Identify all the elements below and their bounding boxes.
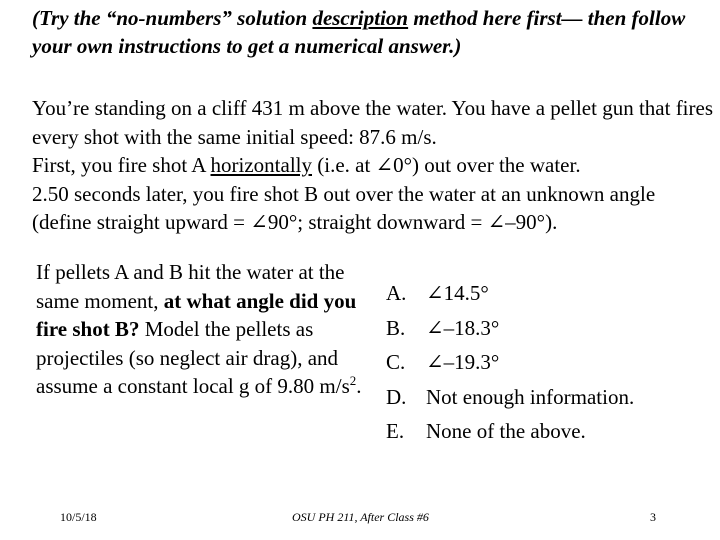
question-text-1: If pellets A and B hit the water at the same moment, — [36, 260, 345, 313]
choice-letter: D. — [386, 384, 407, 409]
footer-date: 10/5/18 — [60, 510, 97, 524]
choice-text: Not enough information. — [426, 384, 635, 409]
intro-text-1: (Try the “no-numbers” solution — [32, 6, 313, 30]
choice-a — [386, 276, 706, 311]
question-end: . — [356, 374, 362, 398]
footer-page-number: 3 — [650, 510, 656, 524]
answer-choices — [386, 276, 706, 449]
choice-text: None of the above. — [426, 419, 586, 443]
choice-b — [386, 311, 706, 346]
choice-text: ∠–18.3° — [426, 315, 500, 340]
problem-line-2-after: (i.e. at ∠0°) out over the water. — [312, 153, 581, 177]
question-text — [36, 258, 366, 401]
intro-underlined-word: description — [312, 6, 409, 30]
choice-letter: C. — [386, 350, 406, 374]
question-text-2: Model the pellets as projectiles (so neglect air drag), and assume a constant local g of 9.80 m/s — [36, 317, 350, 398]
problem-line-1: You’re standing on a cliff 431 m above the water. You have a pellet gun that fires every shot with the same initial speed: 87.6 m/s. — [32, 96, 714, 149]
problem-underlined-word: horizontally — [210, 153, 312, 177]
choice-d — [386, 380, 706, 415]
footer-course: OSU PH 211, After Class #6 — [292, 510, 429, 524]
choice-letter: B. — [386, 315, 406, 340]
choice-letter: E. — [386, 419, 405, 443]
choice-e — [386, 414, 706, 449]
intro-text-2: method here first— then follow your own instructions to get a numerical answer.) — [32, 6, 686, 58]
problem-line-2-before: First, you fire shot A — [32, 153, 211, 177]
problem-line-3: 2.50 seconds later, you fire shot B out over the water at an unknown angle (define straight upward = ∠90°; straight downward = ∠–90°). — [32, 181, 656, 234]
choice-letter: A. — [386, 281, 407, 305]
choice-c — [386, 345, 706, 380]
intro-instructions — [32, 4, 712, 60]
problem-statement — [32, 94, 716, 237]
question-exponent: 2 — [349, 373, 357, 388]
choice-text: ∠14.5° — [426, 281, 489, 305]
choice-text: ∠–19.3° — [426, 350, 500, 374]
question-bold: at what angle did you fire shot B? — [36, 288, 357, 341]
